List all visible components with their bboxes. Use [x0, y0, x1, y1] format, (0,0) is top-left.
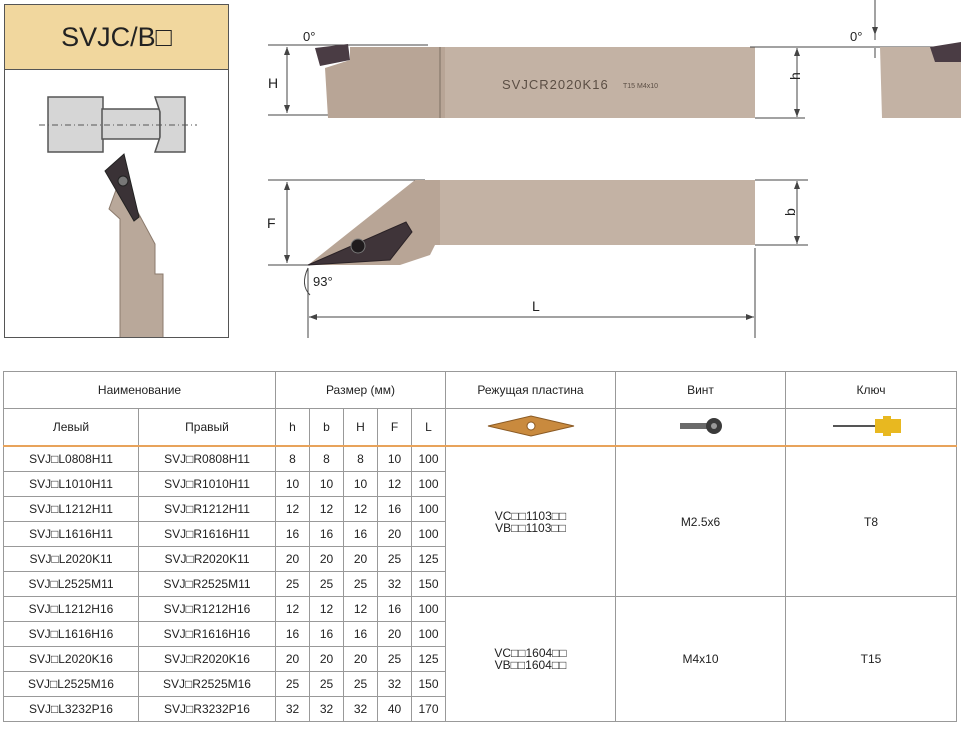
- header-screw: Винт: [616, 372, 786, 409]
- key-cell: T8: [786, 446, 957, 597]
- schematic-box: [4, 69, 229, 338]
- screw-icon-cell: [616, 409, 786, 447]
- cell-left: SVJ□L2020K16: [4, 647, 139, 672]
- label-H: H: [268, 75, 279, 91]
- workpiece-shaft: [102, 109, 160, 139]
- header-left: Левый: [4, 409, 139, 447]
- cell-b: 12: [310, 497, 344, 522]
- cell-h-big: 12: [344, 597, 378, 622]
- col-L: L: [412, 409, 446, 447]
- header-right: Правый: [139, 409, 276, 447]
- screw-icon: [676, 414, 726, 438]
- end-view-arrow: [872, 27, 878, 35]
- cell-right: SVJ□R3232P16: [139, 697, 276, 722]
- cell-right: SVJ□R1010H11: [139, 472, 276, 497]
- header-insert: Режущая пластина: [446, 372, 616, 409]
- cell-f: 40: [378, 697, 412, 722]
- cell-b: 25: [310, 572, 344, 597]
- dim-b-arrow-top: [794, 181, 800, 189]
- cell-left: SVJ□L2525M16: [4, 672, 139, 697]
- cell-b: 20: [310, 647, 344, 672]
- cell-h-big: 25: [344, 572, 378, 597]
- cell-f: 16: [378, 597, 412, 622]
- dim-H-arrow-bottom: [284, 105, 290, 113]
- dim-H-arrow-top: [284, 47, 290, 55]
- cell-f: 20: [378, 622, 412, 647]
- cell-l: 100: [412, 622, 446, 647]
- key-icon-cell: [786, 409, 957, 447]
- technical-drawing: [230, 0, 961, 345]
- cell-left: SVJ□L2020K11: [4, 547, 139, 572]
- angle-zero-left: 0°: [303, 29, 316, 44]
- dim-h-arrow-bottom: [794, 109, 800, 117]
- key-icon: [831, 414, 911, 438]
- cell-right: SVJ□R1616H11: [139, 522, 276, 547]
- table-row: [4, 597, 957, 622]
- cell-h: 16: [276, 522, 310, 547]
- cell-b: 16: [310, 622, 344, 647]
- header-name: Наименование: [4, 372, 276, 409]
- label-L: L: [532, 298, 540, 314]
- angle-zero-right: 0°: [850, 29, 863, 44]
- cell-h: 25: [276, 672, 310, 697]
- machining-schematic: [5, 69, 228, 337]
- spec-table: [3, 371, 957, 722]
- cell-left: SVJ□L1010H11: [4, 472, 139, 497]
- insert-icon-cell: [446, 409, 616, 447]
- cell-l: 100: [412, 497, 446, 522]
- cell-left: SVJ□L3232P16: [4, 697, 139, 722]
- engraving-small: T15 M4x10: [623, 83, 659, 90]
- cell-h: 32: [276, 697, 310, 722]
- cell-h-big: 20: [344, 647, 378, 672]
- cell-left: SVJ□L1212H16: [4, 597, 139, 622]
- cell-h-big: 16: [344, 622, 378, 647]
- cell-l: 150: [412, 672, 446, 697]
- insert-code-2: VB□□1103□□: [495, 520, 566, 535]
- cell-l: 100: [412, 472, 446, 497]
- insert-code-1: VC□□1103□□: [494, 508, 567, 523]
- end-view-insert: [930, 42, 961, 62]
- cell-f: 10: [378, 446, 412, 472]
- cell-left: SVJ□L0808H11: [4, 446, 139, 472]
- key-cell: T15: [786, 597, 957, 722]
- cell-h-big: 32: [344, 697, 378, 722]
- spec-body: [4, 446, 957, 722]
- cell-right: SVJ□R0808H11: [139, 446, 276, 472]
- label-F: F: [267, 215, 276, 231]
- cell-right: SVJ□R1212H11: [139, 497, 276, 522]
- screw-cell: M4x10: [616, 597, 786, 722]
- cell-f: 32: [378, 572, 412, 597]
- insert-code-2: VB□□1604□□: [494, 658, 567, 672]
- engraving-text: SVJCR2020K16: [502, 77, 609, 92]
- cell-f: 20: [378, 522, 412, 547]
- cell-h: 8: [276, 446, 310, 472]
- cell-b: 12: [310, 597, 344, 622]
- cell-h: 16: [276, 622, 310, 647]
- header-key: Ключ: [786, 372, 957, 409]
- cell-right: SVJ□R2020K11: [139, 547, 276, 572]
- cell-left: SVJ□L1212H11: [4, 497, 139, 522]
- insert-icon: [486, 415, 576, 437]
- cell-f: 32: [378, 672, 412, 697]
- dim-b-arrow-bottom: [794, 236, 800, 244]
- label-b: b: [782, 208, 798, 216]
- cell-left: SVJ□L1616H16: [4, 622, 139, 647]
- angle-arc: [304, 268, 310, 295]
- cell-b: 20: [310, 547, 344, 572]
- cell-right: SVJ□R2525M16: [139, 672, 276, 697]
- cell-b: 8: [310, 446, 344, 472]
- col-H: H: [344, 409, 378, 447]
- cell-l: 100: [412, 446, 446, 472]
- cell-b: 25: [310, 672, 344, 697]
- insert-code-1: VC□□1604□□: [494, 646, 567, 660]
- cell-l: 100: [412, 522, 446, 547]
- cell-right: SVJ□R2020K16: [139, 647, 276, 672]
- cell-l: 125: [412, 647, 446, 672]
- cell-f: 12: [378, 472, 412, 497]
- cell-h: 12: [276, 497, 310, 522]
- cell-right: SVJ□R1212H16: [139, 597, 276, 622]
- dim-L-arrow-right: [746, 314, 754, 320]
- cell-l: 170: [412, 697, 446, 722]
- cell-h: 10: [276, 472, 310, 497]
- cell-h-big: 16: [344, 522, 378, 547]
- cell-f: 25: [378, 547, 412, 572]
- product-title-box: [4, 4, 229, 70]
- cell-h-big: 8: [344, 446, 378, 472]
- table-row: [4, 446, 957, 472]
- cell-h-big: 20: [344, 547, 378, 572]
- dim-h-arrow-top: [794, 48, 800, 56]
- dim-L-arrow-left: [309, 314, 317, 320]
- cell-left: SVJ□L2525M11: [4, 572, 139, 597]
- cell-b: 32: [310, 697, 344, 722]
- tool-shank-plan: [440, 180, 755, 245]
- cell-h: 12: [276, 597, 310, 622]
- dim-F-arrow-top: [284, 182, 290, 190]
- cell-h-big: 12: [344, 497, 378, 522]
- header-size: Размер (мм): [276, 372, 446, 409]
- cell-b: 10: [310, 472, 344, 497]
- cell-l: 150: [412, 572, 446, 597]
- col-F: F: [378, 409, 412, 447]
- cell-right: SVJ□R2525M11: [139, 572, 276, 597]
- cell-h: 25: [276, 572, 310, 597]
- cell-b: 16: [310, 522, 344, 547]
- cell-h: 20: [276, 547, 310, 572]
- cell-h-big: 10: [344, 472, 378, 497]
- dim-F-arrow-bottom: [284, 255, 290, 263]
- cell-left: SVJ□L1616H11: [4, 522, 139, 547]
- insert-screw-icon: [351, 239, 365, 253]
- insert-cell: [446, 446, 616, 597]
- cell-f: 16: [378, 497, 412, 522]
- screw-cell: M2.5x6: [616, 446, 786, 597]
- cell-f: 25: [378, 647, 412, 672]
- col-b: b: [310, 409, 344, 447]
- cell-l: 125: [412, 547, 446, 572]
- insert-cell: [446, 597, 616, 722]
- cell-h: 20: [276, 647, 310, 672]
- product-title: SVJC/B□: [61, 21, 172, 52]
- col-h: h: [276, 409, 310, 447]
- label-93: 93°: [313, 274, 333, 289]
- label-h: h: [787, 72, 803, 80]
- screw-icon: [118, 176, 128, 186]
- cell-right: SVJ□R1616H16: [139, 622, 276, 647]
- cell-h-big: 25: [344, 672, 378, 697]
- cell-l: 100: [412, 597, 446, 622]
